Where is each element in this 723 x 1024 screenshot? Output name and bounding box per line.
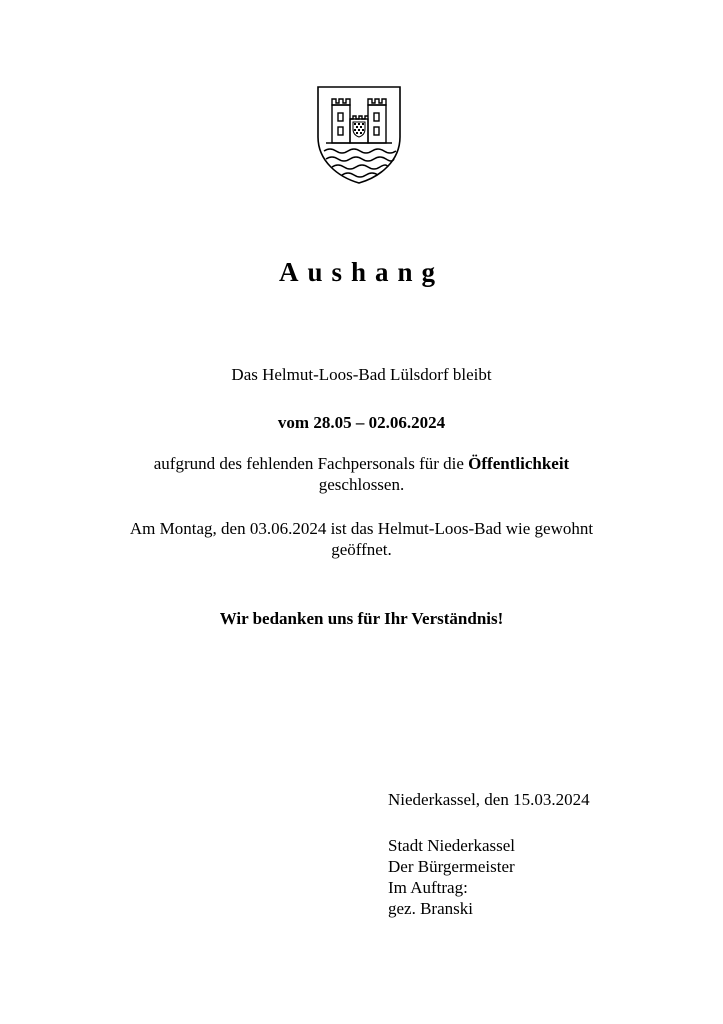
thanks-message: Wir bedanken uns für Ihr Verständnis! xyxy=(219,609,504,628)
notice-intro: Das Helmut-Loos-Bad Lülsdorf bleibt xyxy=(231,365,492,384)
signature-org: Stadt Niederkassel xyxy=(388,836,515,855)
city-crest-icon xyxy=(316,85,402,185)
reopen-info xyxy=(60,518,663,560)
closure-reason xyxy=(60,453,663,495)
signature-role: Der Bürgermeister xyxy=(388,857,515,876)
page-title: Aushang xyxy=(278,257,445,287)
reopen-line-2: geöffnet. xyxy=(331,540,392,559)
reason-closed-text: geschlossen. xyxy=(318,475,405,494)
reason-text: aufgrund des fehlenden Fachpersonals für die xyxy=(153,454,469,473)
reopen-line-1: Am Montag, den 03.06.2024 ist das Helmut-Loos-Bad wie gewohnt xyxy=(129,519,594,538)
closure-dates: vom 28.05 – 02.06.2024 xyxy=(277,413,446,432)
signature-name: gez. Branski xyxy=(388,899,473,918)
reason-bold-text: Öffentlichkeit xyxy=(468,454,570,473)
signature-on-behalf: Im Auftrag: xyxy=(388,878,468,897)
place-date: Niederkassel, den 15.03.2024 xyxy=(388,790,590,809)
